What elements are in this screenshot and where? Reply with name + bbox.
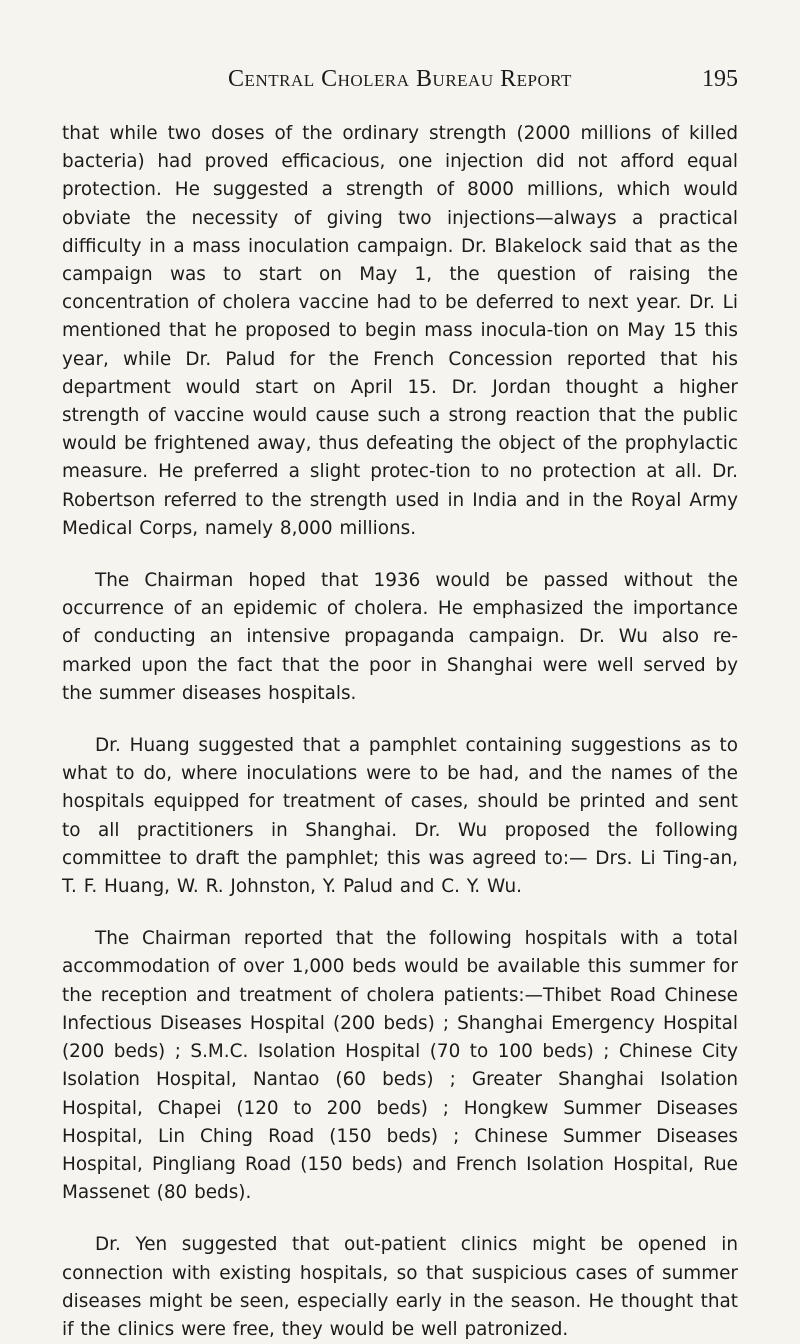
page-number: 195: [702, 66, 738, 92]
body-text: [62, 120, 738, 1344]
paragraph: Dr. Yen suggested that out-patient clinics might be opened in connection with existing hospitals, so that suspicious cases of summer diseases might be seen, especially early in the season. He thought that if the clinics were free, they would be well patronized.: [62, 1234, 738, 1340]
paragraph: Dr. Huang suggested that a pamphlet containing suggestions as to what to do, where inoculations were to be had, and the names of the hospitals equipped for treatment of cases, should be printed and sent to all practitioners in Shanghai. Dr. Wu proposed the following committee to draft the pamphlet; this was agreed to:— Drs. Li Ting-an, T. F. Huang, W. R. Johnston, Y. Palud and C. Y. Wu.: [62, 735, 738, 898]
paragraph-continued: that while two doses of the ordinary strength (2000 millions of killed bacteria) had proved efficacious, one injection did not afford equal protection. He suggested a strength of 8000 millions, which would obviate the necessity of giving two injections—always a practical difficulty in a mass inoculation campaign. Dr. Blakelock said that as the campaign was to start on May 1, the question of raising the concentration of cholera vaccine had to be deferred to next year. Dr. Li mentioned that he proposed to begin mass inocula-tion on May 15 this year, while Dr. Palud for the French Concession reported that his department would start on April 15. Dr. Jordan thought a higher strength of vaccine would cause such a strong reaction that the public would be frightened away, thus defeating the object of the prophylactic measure. He preferred a slight protec-tion to no protection at all. Dr. Robertson referred to the strength used in India and in the Royal Army Medical Corps, namely 8,000 millions.: [62, 123, 738, 539]
paragraph: The Chairman hoped that 1936 would be passed without the occurrence of an epidemic of cholera. He emphasized the importance of conducting an intensive propaganda campaign. Dr. Wu also re-marked upon the fact that the poor in Shanghai were well served by the summer diseases hospitals.: [62, 570, 738, 704]
running-head: [62, 66, 738, 100]
paragraph: The Chairman reported that the following hospitals with a total accommodation of over 1,000 beds would be available this summer for the reception and treatment of cholera patients:—Thibet Road Chinese Infectious Diseases Hospital (200 beds) ; Shanghai Emergency Hospital (200 beds) ; S.M.C. Isolation Hospital (70 to 100 beds) ; Chinese City Isolation Hospital, Nantao (60 beds) ; Greater Shanghai Isolation Hospital, Chapei (120 to 200 beds) ; Hongkew Summer Diseases Hospital, Lin Ching Road (150 beds) ; Chinese Summer Diseases Hospital, Pingliang Road (150 beds) and French Isolation Hospital, Rue Massenet (80 beds).: [62, 928, 738, 1204]
running-title: Central Cholera Bureau Report: [228, 66, 572, 92]
